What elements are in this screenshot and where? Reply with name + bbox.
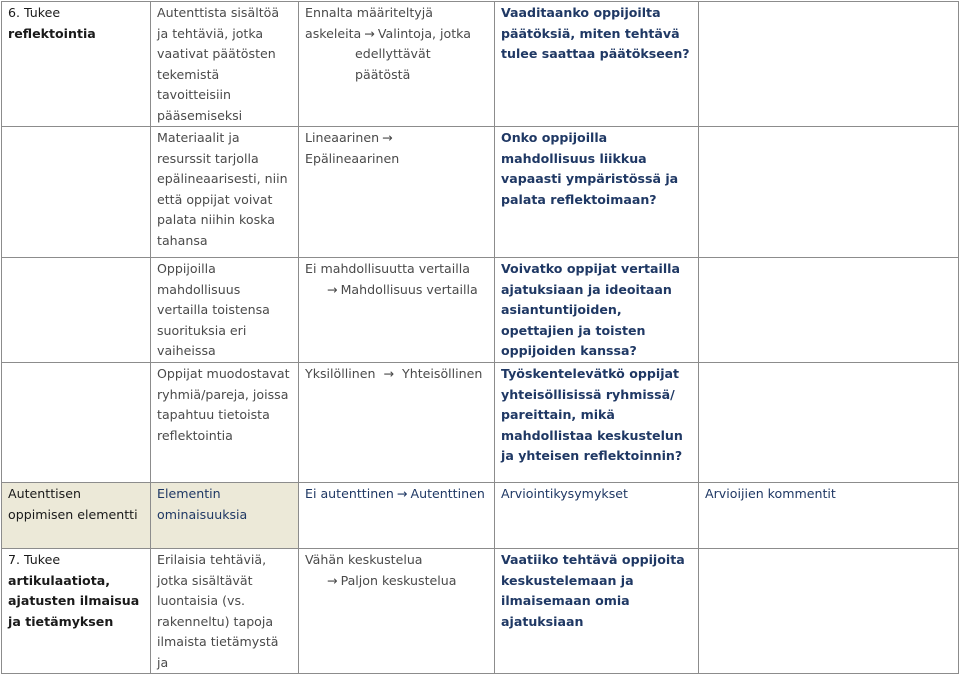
comment-cell[interactable] <box>699 2 959 127</box>
header-questions: Arviointikysymykset <box>495 483 699 549</box>
continuum-start: Vähän keskustelua <box>305 552 423 567</box>
property-cell: Oppijoilla mahdollisuus vertailla toistensa suorituksia eri vaiheissa <box>151 258 299 363</box>
table-row <box>2 363 959 483</box>
table-row <box>2 2 959 127</box>
continuum-end-continued: edellyttävät päätöstä <box>355 46 431 82</box>
header-element: Autenttisen oppimisen elementti <box>2 483 151 549</box>
continuum-end: Mahdollisuus vertailla <box>340 281 478 297</box>
element-cell <box>2 363 151 483</box>
comment-cell[interactable] <box>699 127 959 258</box>
continuum-cell <box>299 258 495 363</box>
header-continuum-start: Ei autenttinen <box>305 486 394 501</box>
arrow-right-icon: → <box>396 486 408 501</box>
continuum-end: Epälineaarinen <box>305 150 400 166</box>
continuum-end: Valintoja, jotka <box>377 25 471 41</box>
question-cell: Voivatko oppijat vertailla ajatuksiaan ja ideoitaan asiantuntijoiden, opettajien ja toisten oppijoiden kanssa? <box>495 258 699 363</box>
continuum-start: Yksilöllinen <box>305 366 376 381</box>
arrow-right-icon: → <box>382 130 393 145</box>
header-continuum-end: Autenttinen <box>410 486 485 501</box>
question-cell: Onko oppijoilla mahdollisuus liikkua vapaasti ympäristössä ja palata reflektoimaan? <box>495 127 699 258</box>
table-row <box>2 549 959 674</box>
property-cell: Materiaalit ja resurssit tarjolla epälineaarisesti, niin että oppijat voivat palata niihin koska tahansa <box>151 127 299 258</box>
continuum-cell <box>299 549 495 674</box>
question-cell: Työskentelevätkö oppijat yhteisöllisissä ryhmissä/ pareittain, mikä mahdollistaa keskustelun ja yhteisen reflektoinnin? <box>495 363 699 483</box>
element-title: artikulaatiota, ajatusten ilmaisua ja tietämyksen <box>8 572 140 629</box>
element-cell <box>2 258 151 363</box>
continuum-start: Lineaarinen <box>305 130 380 145</box>
element-cell <box>2 549 151 674</box>
table-header-row <box>2 483 959 549</box>
continuum-end: Paljon keskustelua <box>340 572 457 588</box>
element-number: 6. Tukee <box>8 5 61 20</box>
property-cell: Erilaisia tehtäviä, jotka sisältävät luontaisia (vs. rakenneltu) tapoja ilmaista tietämystä ja <box>151 549 299 674</box>
question-cell: Vaatiiko tehtävä oppijoita keskustelemaan ja ilmaisemaan omia ajatuksiaan <box>495 549 699 674</box>
continuum-end: Yhteisöllinen <box>402 366 483 381</box>
question-cell: Vaaditaanko oppijoilta päätöksiä, miten tehtävä tulee saattaa päätökseen? <box>495 2 699 127</box>
continuum-start: Ei mahdollisuutta vertailla <box>305 261 470 276</box>
header-continuum <box>299 483 495 549</box>
header-properties: Elementin ominaisuuksia <box>151 483 299 549</box>
element-number: 7. Tukee <box>8 552 61 567</box>
comment-cell[interactable] <box>699 258 959 363</box>
comment-cell[interactable] <box>699 549 959 674</box>
property-cell: Oppijat muodostavat ryhmiä/pareja, joissa tapahtuu tietoista reflektointia <box>151 363 299 483</box>
arrow-right-icon: → <box>364 25 375 41</box>
arrow-right-icon: → <box>327 572 338 588</box>
element-cell <box>2 127 151 258</box>
continuum-end-line <box>305 571 488 592</box>
element-title: reflektointia <box>8 25 96 41</box>
arrow-right-icon: → <box>383 366 395 381</box>
table-row <box>2 258 959 363</box>
header-comments: Arvioijien kommentit <box>699 483 959 549</box>
element-cell <box>2 2 151 127</box>
property-cell: Autenttista sisältöä ja tehtäviä, jotka vaativat päätösten tekemistä tavoitteisiin pääsemiseksi <box>151 2 299 127</box>
comment-cell[interactable] <box>699 363 959 483</box>
continuum-cell <box>299 363 495 483</box>
continuum-cell <box>299 127 495 258</box>
continuum-end-line <box>305 280 488 301</box>
table-row <box>2 127 959 258</box>
continuum-cell <box>299 2 495 127</box>
continuum-start: Ennalta määriteltyjä askeleita <box>305 5 433 41</box>
authentic-learning-evaluation-table <box>1 1 959 674</box>
arrow-right-icon: → <box>327 281 338 297</box>
